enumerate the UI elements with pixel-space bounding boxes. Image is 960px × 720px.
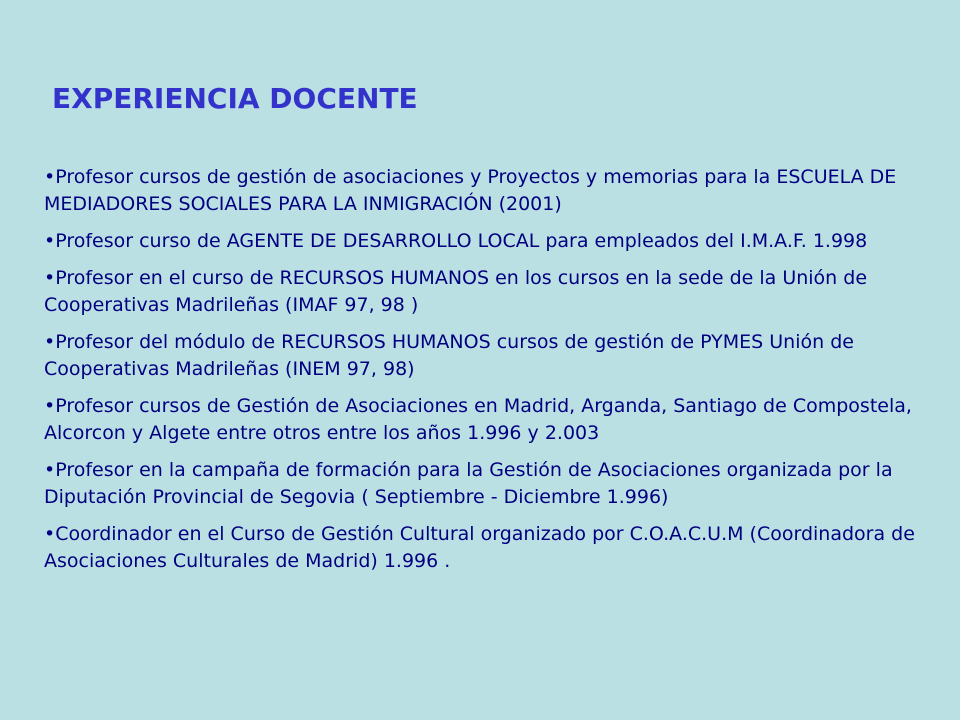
bullet-item	[44, 164, 924, 218]
bullet-item	[44, 457, 924, 511]
bullet-item	[44, 393, 924, 447]
bullet-glyph: •	[44, 230, 56, 252]
bullet-text: Profesor cursos de Gestión de Asociaciones en Madrid, Arganda, Santiago de Compostela, Alcorcon y Algete entre otros entre los años 1.996 y 2.003	[44, 395, 912, 444]
bullet-text: Profesor en el curso de RECURSOS HUMANOS en los cursos en la sede de la Unión de Cooperativas Madrileñas (IMAF 97, 98 )	[44, 267, 868, 316]
bullet-item	[44, 228, 924, 255]
bullet-glyph: •	[44, 267, 56, 289]
bullet-item	[44, 329, 924, 383]
bullet-list	[44, 164, 924, 585]
bullet-text: Profesor curso de AGENTE DE DESARROLLO LOCAL para empleados del I.M.A.F. 1.998	[55, 230, 868, 252]
bullet-text: Profesor del módulo de RECURSOS HUMANOS cursos de gestión de PYMES Unión de Cooperativas Madrileñas (INEM 97, 98)	[44, 331, 854, 380]
bullet-glyph: •	[44, 395, 56, 417]
bullet-glyph: •	[44, 523, 56, 545]
bullet-text: Coordinador en el Curso de Gestión Cultural organizado por C.O.A.C.U.M (Coordinadora de Asociaciones Culturales de Madrid) 1.996 .	[44, 523, 915, 572]
bullet-item	[44, 521, 924, 575]
bullet-item	[44, 265, 924, 319]
bullet-glyph: •	[44, 331, 56, 353]
slide-title: EXPERIENCIA DOCENTE	[52, 82, 418, 115]
bullet-glyph: •	[44, 459, 56, 481]
bullet-text: Profesor en la campaña de formación para la Gestión de Asociaciones organizada por la Diputación Provincial de Segovia ( Septiembre - Diciembre 1.996)	[44, 459, 893, 508]
bullet-glyph: •	[44, 166, 56, 188]
bullet-text: Profesor cursos de gestión de asociaciones y Proyectos y memorias para la ESCUELA DE MEDIADORES SOCIALES PARA LA INMIGRACIÓN (2001)	[44, 166, 897, 215]
